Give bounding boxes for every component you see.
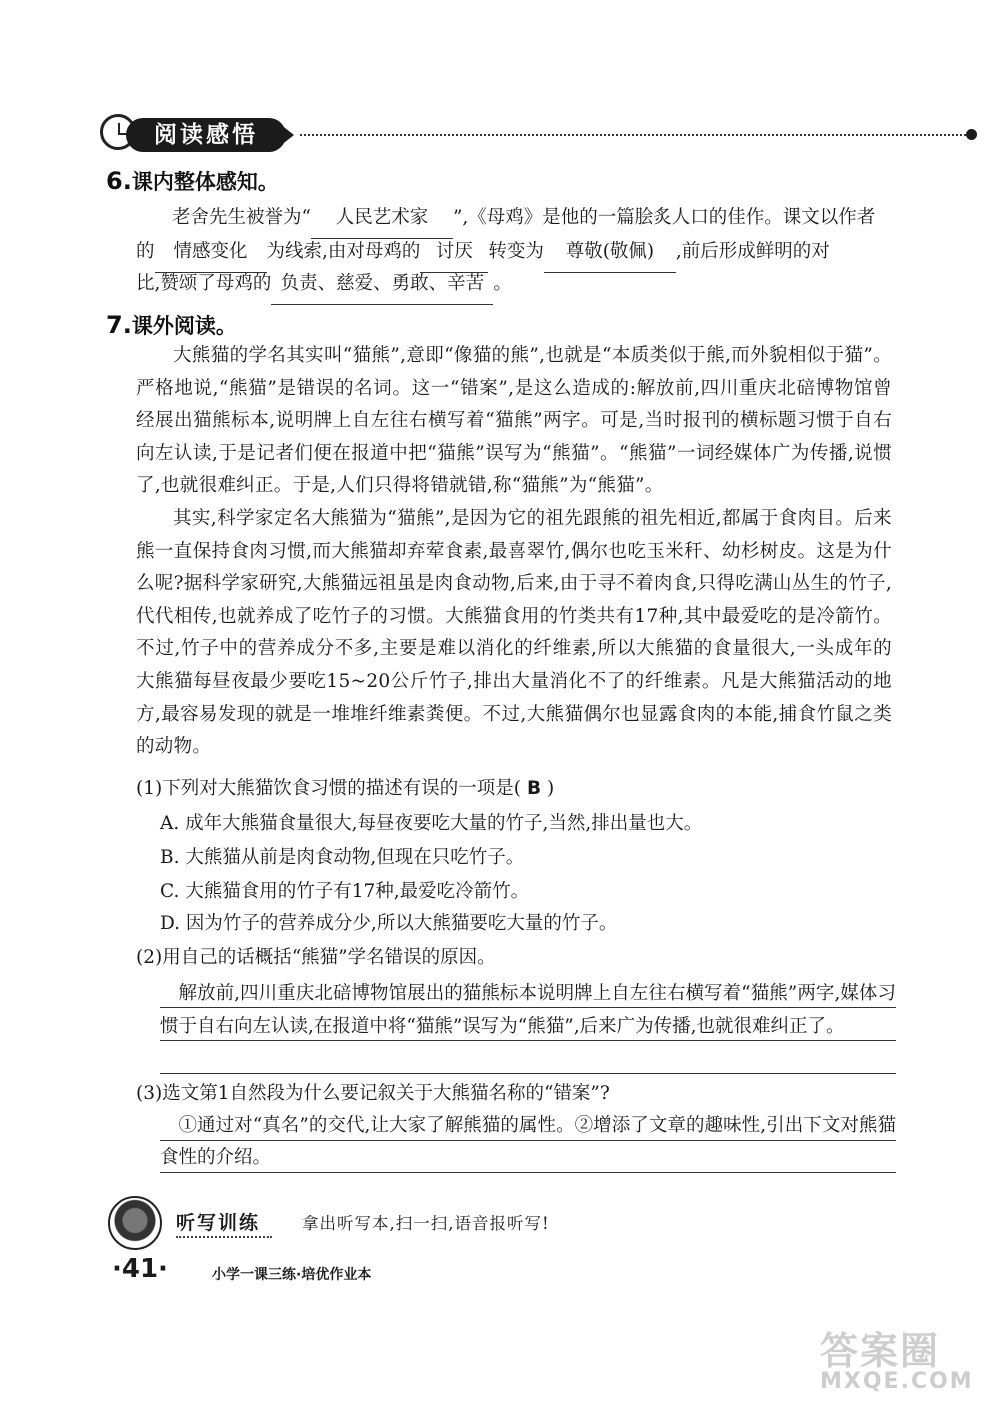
watermark-url: MXQE.COM bbox=[820, 1369, 974, 1394]
blank-4: 尊敬(敬佩) bbox=[544, 232, 676, 273]
listening-title: 听写训练 bbox=[176, 1212, 261, 1234]
option-b: B. 大熊猫从前是肉食动物,但现在只吃竹子。 bbox=[160, 847, 525, 868]
page-number: ·41· bbox=[112, 1254, 168, 1284]
option-a: A. 成年大熊猫食量很大,每昼夜要吃大量的竹子,当然,排出量也大。 bbox=[160, 813, 703, 834]
answer-line bbox=[160, 1073, 896, 1074]
q6-line-3: 比,赞颂了母鸡的 负责、慈爱、勇敢、辛苦 。 bbox=[136, 264, 836, 305]
choice-answer: B bbox=[526, 778, 542, 799]
question-7-heading: 7.课外阅读。 bbox=[106, 311, 237, 339]
sub-question-3: (3)选文第1自然段为什么要记叙关于大熊猫名称的“错案”? bbox=[136, 1083, 610, 1104]
option-c: C. 大熊猫食用的竹子有17种,最爱吃冷箭竹。 bbox=[160, 881, 530, 902]
sub-question-1: (1)下列对大熊猫饮食习惯的描述有误的一项是( B ) bbox=[136, 778, 555, 799]
q6-line-2: 的 情感变化 为线索,由对母鸡的 讨厌 转变为 尊敬(敬佩) ,前后形成鲜明的对 bbox=[136, 232, 906, 273]
option-d: D. 因为竹子的营养成分少,所以大熊猫要吃大量的竹子。 bbox=[160, 913, 618, 934]
listening-instruction: 拿出听写本,扫一扫,语音报听写! bbox=[302, 1214, 550, 1233]
passage-paragraph-2: 其实,科学家定名大熊猫为“猫熊”,是因为它的祖先跟熊的祖先相近,都属于食肉目。后来熊一直保持食肉习惯,而大熊猫却弃荤食素,最喜翠竹,偶尔也吃玉米秆、幼杉树皮。这是为什么呢?据科学家研究,大熊猫远祖虽是肉食动物,后来,由于寻不着肉食,只得吃满山丛生的竹子,代代相传,也就养成了吃竹子的习惯。大熊猫食用的竹类共有17种,其中最爱吃的是冷箭竹。不过,竹子中的营养成分不多,主要是难以消化的纤维素,所以大熊猫的食量很大,一头成年的大熊猫每昼夜最少要吃15~20公斤竹子,排出大量消化不了的纤维素。凡是大熊猫活动的地方,最容易发现的就是一堆堆纤维素粪便。不过,大熊猫偶尔也显露食肉的本能,捕食竹鼠之类的动物。 bbox=[136, 507, 892, 758]
banner-end-dot bbox=[966, 129, 977, 140]
q6-line-1: 老舍先生被誉为“ 人民艺术家 ”,《母鸡》是他的一篇脍炙人口的佳作。课文以作者 bbox=[172, 198, 902, 239]
blank-1: 人民艺术家 bbox=[311, 198, 453, 239]
banner-dotted-line bbox=[300, 134, 966, 136]
blank-5: 负责、慈爱、勇敢、辛苦 bbox=[271, 264, 493, 305]
listening-underline bbox=[176, 1236, 272, 1238]
section-title: 阅读感悟 bbox=[126, 118, 286, 152]
blank-2: 情感变化 bbox=[155, 232, 267, 273]
listening-section bbox=[108, 1196, 708, 1252]
book-title: 小学一课三练·培优作业本 bbox=[212, 1267, 372, 1283]
section-banner bbox=[100, 108, 980, 158]
sub-question-2: (2)用自己的话概括“熊猫”学名错误的原因。 bbox=[136, 947, 496, 968]
banner-arrow bbox=[280, 124, 294, 146]
watermark bbox=[820, 1320, 990, 1392]
passage-paragraph-1: 大熊猫的学名其实叫“猫熊”,意即“像猫的熊”,也就是“本质类似于熊,而外貌相似于猫”。严格地说,“熊猫”是错误的名词。这一“错案”,是这么造成的:解放前,四川重庆北碚博物馆曾经展出猫熊标本,说明牌上自左往右横写着“猫熊”两字。可是,当时报刊的横标题习惯于自右向左认读,于是记者们便在报道中把“猫熊”误写为“熊猫”。“熊猫”一词经媒体广为传播,说惯了,也就很难纠正。于是,人们只得将错就错,称“猫熊”为“熊猫”。 bbox=[136, 345, 892, 497]
sub-question-2-answer: 解放前,四川重庆北碚博物馆展出的猫熊标本说明牌上自左往右横写着“猫熊”两字,媒体习惯于自右向左认读,在报道中将“猫熊”误写为“熊猫”,后来广为传播,也就很难纠正了。 bbox=[160, 983, 896, 1037]
sub-question-3-answer: ①通过对“真名”的交代,让大家了解熊猫的属性。②增添了文章的趣味性,引出下文对熊猫食性的介绍。 bbox=[160, 1115, 896, 1168]
blank-3: 讨厌 bbox=[420, 232, 488, 273]
question-6-heading: 6.课内整体感知。 bbox=[106, 167, 279, 195]
watermark-logo: 答案圈 bbox=[820, 1329, 941, 1373]
headset-icon bbox=[108, 1196, 162, 1250]
reading-passage bbox=[136, 340, 892, 764]
